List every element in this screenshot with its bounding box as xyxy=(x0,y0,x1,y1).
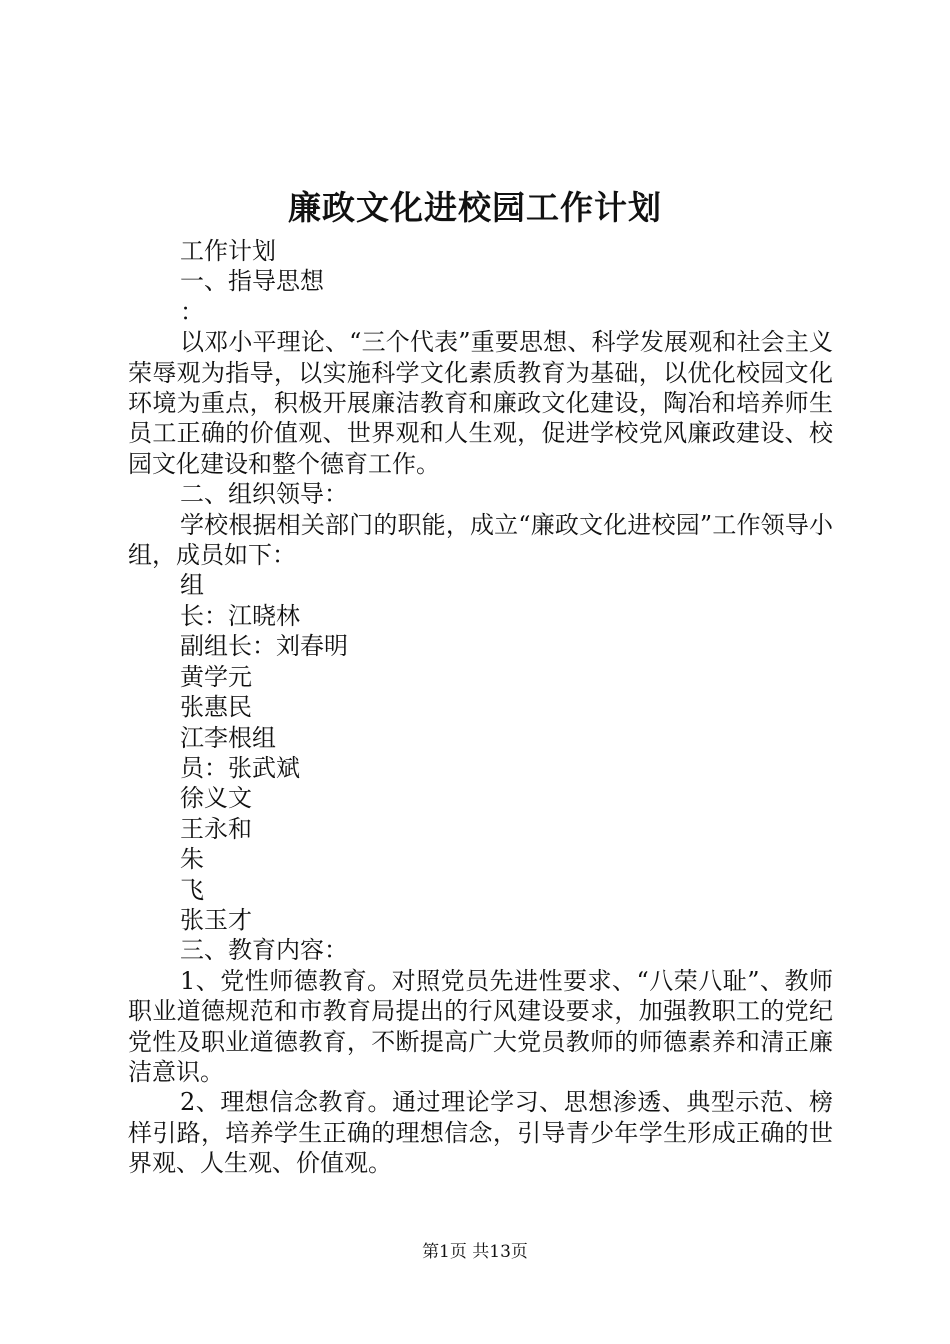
heading-work-plan: 工作计划 xyxy=(180,237,276,265)
member-line: 组 xyxy=(180,571,204,600)
paragraph-ideals-education: 2、理想信念教育。通过理论学习、思想渗透、典型示范、榜样引路，培养学生正确的理想信念，引导青少年学生形成正确的世界观、人生观、价值观。 xyxy=(128,1088,833,1178)
section-heading-guiding-thought: 一、指导思想 xyxy=(180,267,324,296)
paragraph-organization: 学校根据相关部门的职能，成立“廉政文化进校园”工作领导小组，成员如下： xyxy=(128,510,833,570)
member-line: 张惠民 xyxy=(180,693,252,722)
paragraph-party-ethics-education: 1、党性师德教育。对照党员先进性要求、“八荣八耻”、教师职业道德规范和市教育局提出的行风建设要求，加强教职工的党纪党性及职业道德教育，不断提高广大党员教师的师德素养和清正廉洁意识。 xyxy=(128,966,833,1086)
member-line: 黄学元 xyxy=(180,662,252,691)
member-line: 飞 xyxy=(180,875,204,904)
section-heading-education-content: 三、教育内容： xyxy=(180,936,348,965)
member-line: 王永和 xyxy=(180,814,252,843)
member-line: 徐义文 xyxy=(180,784,252,813)
page-title: 廉政文化进校园工作计划 xyxy=(288,188,662,227)
paragraph-guiding-thought: 以邓小平理论、“三个代表”重要思想、科学发展观和社会主义荣辱观为指导，以实施科学文化素质教育为基础，以优化校园文化环境为重点，积极开展廉洁教育和廉政文化建设，陶冶和培养师生员工正确的价值观、世界观和人生观，促进学校党风廉政建设、校园文化建设和整个德育工作。 xyxy=(128,328,833,478)
section-heading-organization: 二、组织领导： xyxy=(180,480,348,509)
member-line: 长：江晓林 xyxy=(180,601,300,630)
member-line: 张玉才 xyxy=(180,905,252,934)
page-footer: 第1页 共13页 xyxy=(422,1242,528,1262)
member-line: 朱 xyxy=(180,845,204,874)
member-line: 副组长：刘春明 xyxy=(180,632,348,661)
member-line: 江李根组 xyxy=(180,723,276,752)
member-line: 员：张武斌 xyxy=(180,753,300,782)
colon-line: ： xyxy=(180,297,204,326)
document-body xyxy=(128,236,833,1179)
